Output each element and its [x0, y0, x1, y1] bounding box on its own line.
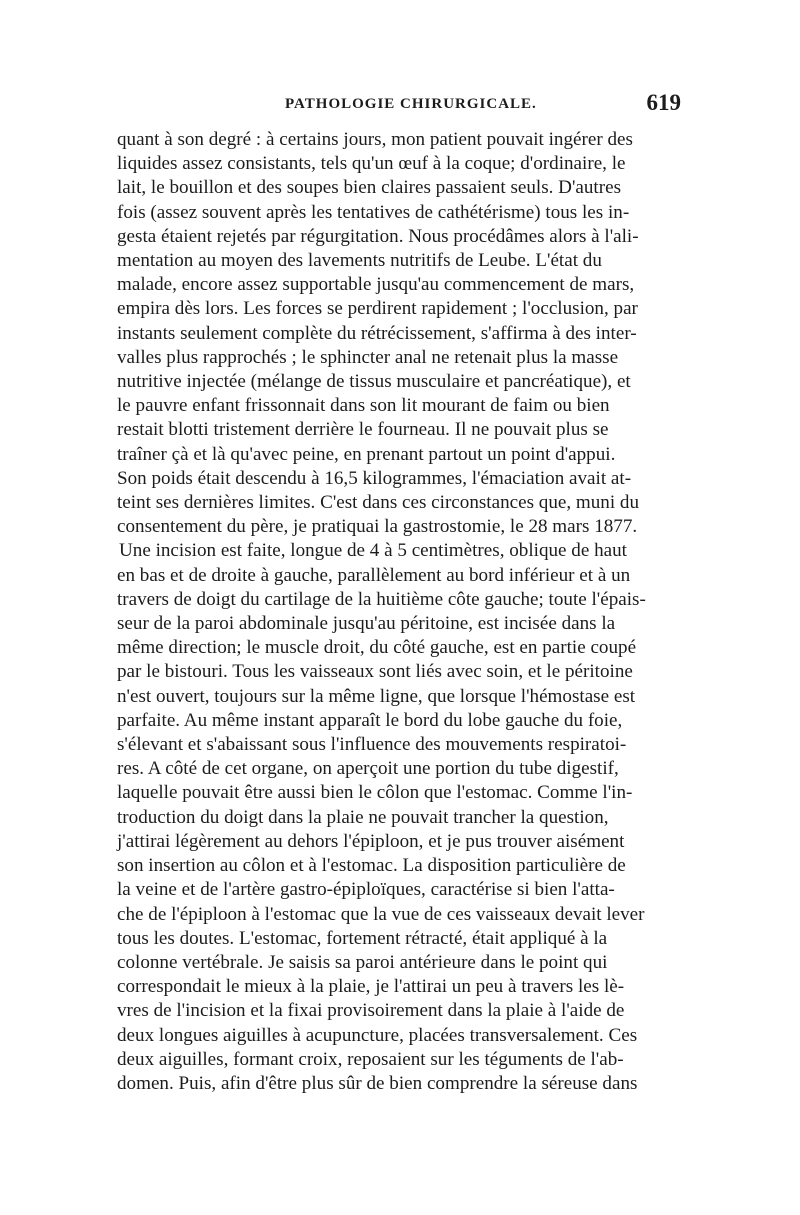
running-title: PATHOLOGIE CHIRURGICALE.: [285, 96, 537, 112]
text-line: consentement du père, je pratiquai la gastrostomie, le 28 mars 1877.: [117, 516, 638, 538]
text-line: correspondait le mieux à la plaie, je l'attirai un peu à travers les lè-: [117, 976, 625, 998]
text-line: quant à son degré : à certains jours, mon patient pouvait ingérer des: [117, 129, 633, 150]
text-line: liquides assez consistants, tels qu'un œuf à la coque; d'ordinaire, le: [117, 153, 626, 175]
book-page: [117, 88, 683, 1096]
text-line: res. A côté de cet organe, on aperçoit une portion du tube digestif,: [117, 758, 619, 780]
text-line: laquelle pouvait être aussi bien le côlon que l'estomac. Comme l'in-: [117, 782, 633, 804]
text-line: deux aiguilles, formant croix, reposaient sur les téguments de l'ab-: [117, 1048, 624, 1070]
text-line: empira dès lors. Les forces se perdirent rapidement ; l'occlusion, par: [117, 298, 638, 320]
text-line: lait, le bouillon et des soupes bien claires passaient seuls. D'autres: [117, 177, 621, 199]
text-line: Son poids était descendu à 16,5 kilogrammes, l'émaciation avait at-: [117, 467, 632, 489]
text-line: nutritive injectée (mélange de tissus musculaire et pancréatique), et: [117, 371, 631, 393]
text-line: mentation au moyen des lavements nutritifs de Leube. L'état du: [117, 250, 602, 272]
text-line: tous les doutes. L'estomac, fortement rétracté, était appliqué à la: [117, 927, 608, 949]
text-line: travers de doigt du cartilage de la huitième côte gauche; toute l'épais-: [117, 588, 646, 610]
text-line: n'est ouvert, toujours sur la même ligne, que lorsque l'hémostase est: [117, 685, 636, 707]
text-line: fois (assez souvent après les tentatives de cathétérisme) tous les in-: [117, 201, 630, 223]
text-line: s'élevant et s'abaissant sous l'influence des mouvements respiratoi-: [117, 734, 627, 756]
text-line: en bas et de droite à gauche, parallèlement au bord inférieur et à un: [117, 564, 631, 586]
text-line: par le bistouri. Tous les vaisseaux sont liés avec soin, et le péritoine: [117, 661, 633, 683]
text-line: malade, encore assez supportable jusqu'au commencement de mars,: [117, 274, 635, 296]
running-head: [117, 88, 683, 128]
body-text: [117, 128, 683, 1096]
text-line: vres de l'incision et la fixai provisoirement dans la plaie à l'aide de: [117, 1000, 625, 1022]
text-line: parfaite. Au même instant apparaît le bord du lobe gauche du foie,: [117, 709, 623, 731]
text-line: deux longues aiguilles à acupuncture, placées transversalement. Ces: [117, 1024, 638, 1046]
text-line: même direction; le muscle droit, du côté gauche, est en partie coupé: [117, 637, 637, 659]
text-line: che de l'épiploon à l'estomac que la vue de ces vaisseaux devait lever: [117, 903, 645, 925]
text-line: restait blotti tristement derrière le fourneau. Il ne pouvait plus se: [117, 419, 609, 441]
text-line: Une incision est faite, longue de 4 à 5 centimètres, oblique de haut: [119, 540, 627, 562]
text-line: le pauvre enfant frissonnait dans son lit mourant de faim ou bien: [117, 395, 610, 417]
paragraph-1: [117, 128, 683, 539]
text-line: la veine et de l'artère gastro-épiploïques, caractérise si bien l'atta-: [117, 879, 615, 901]
text-line: colonne vertébrale. Je saisis sa paroi antérieure dans le point qui: [117, 951, 608, 973]
text-line: son insertion au côlon et à l'estomac. La disposition particulière de: [117, 855, 626, 877]
text-line: instants seulement complète du rétrécissement, s'affirma à des inter-: [117, 322, 637, 344]
text-line: teint ses dernières limites. C'est dans ces circonstances que, muni du: [117, 492, 640, 514]
text-line: traîner çà et là qu'avec peine, en prenant partout un point d'appui.: [117, 443, 616, 465]
paragraph-2: [117, 539, 683, 1096]
text-line: domen. Puis, afin d'être plus sûr de bien comprendre la séreuse dans: [117, 1072, 638, 1094]
text-line: valles plus rapprochés ; le sphincter anal ne retenait plus la masse: [117, 346, 619, 368]
text-line: j'attirai légèrement au dehors l'épiploon, et je pus trouver aisément: [117, 830, 625, 852]
text-line: troduction du doigt dans la plaie ne pouvait trancher la question,: [117, 806, 609, 828]
page-number: 619: [646, 90, 681, 115]
text-line: seur de la paroi abdominale jusqu'au péritoine, est incisée dans la: [117, 613, 616, 635]
text-line: gesta étaient rejetés par régurgitation. Nous procédâmes alors à l'ali-: [117, 225, 639, 247]
